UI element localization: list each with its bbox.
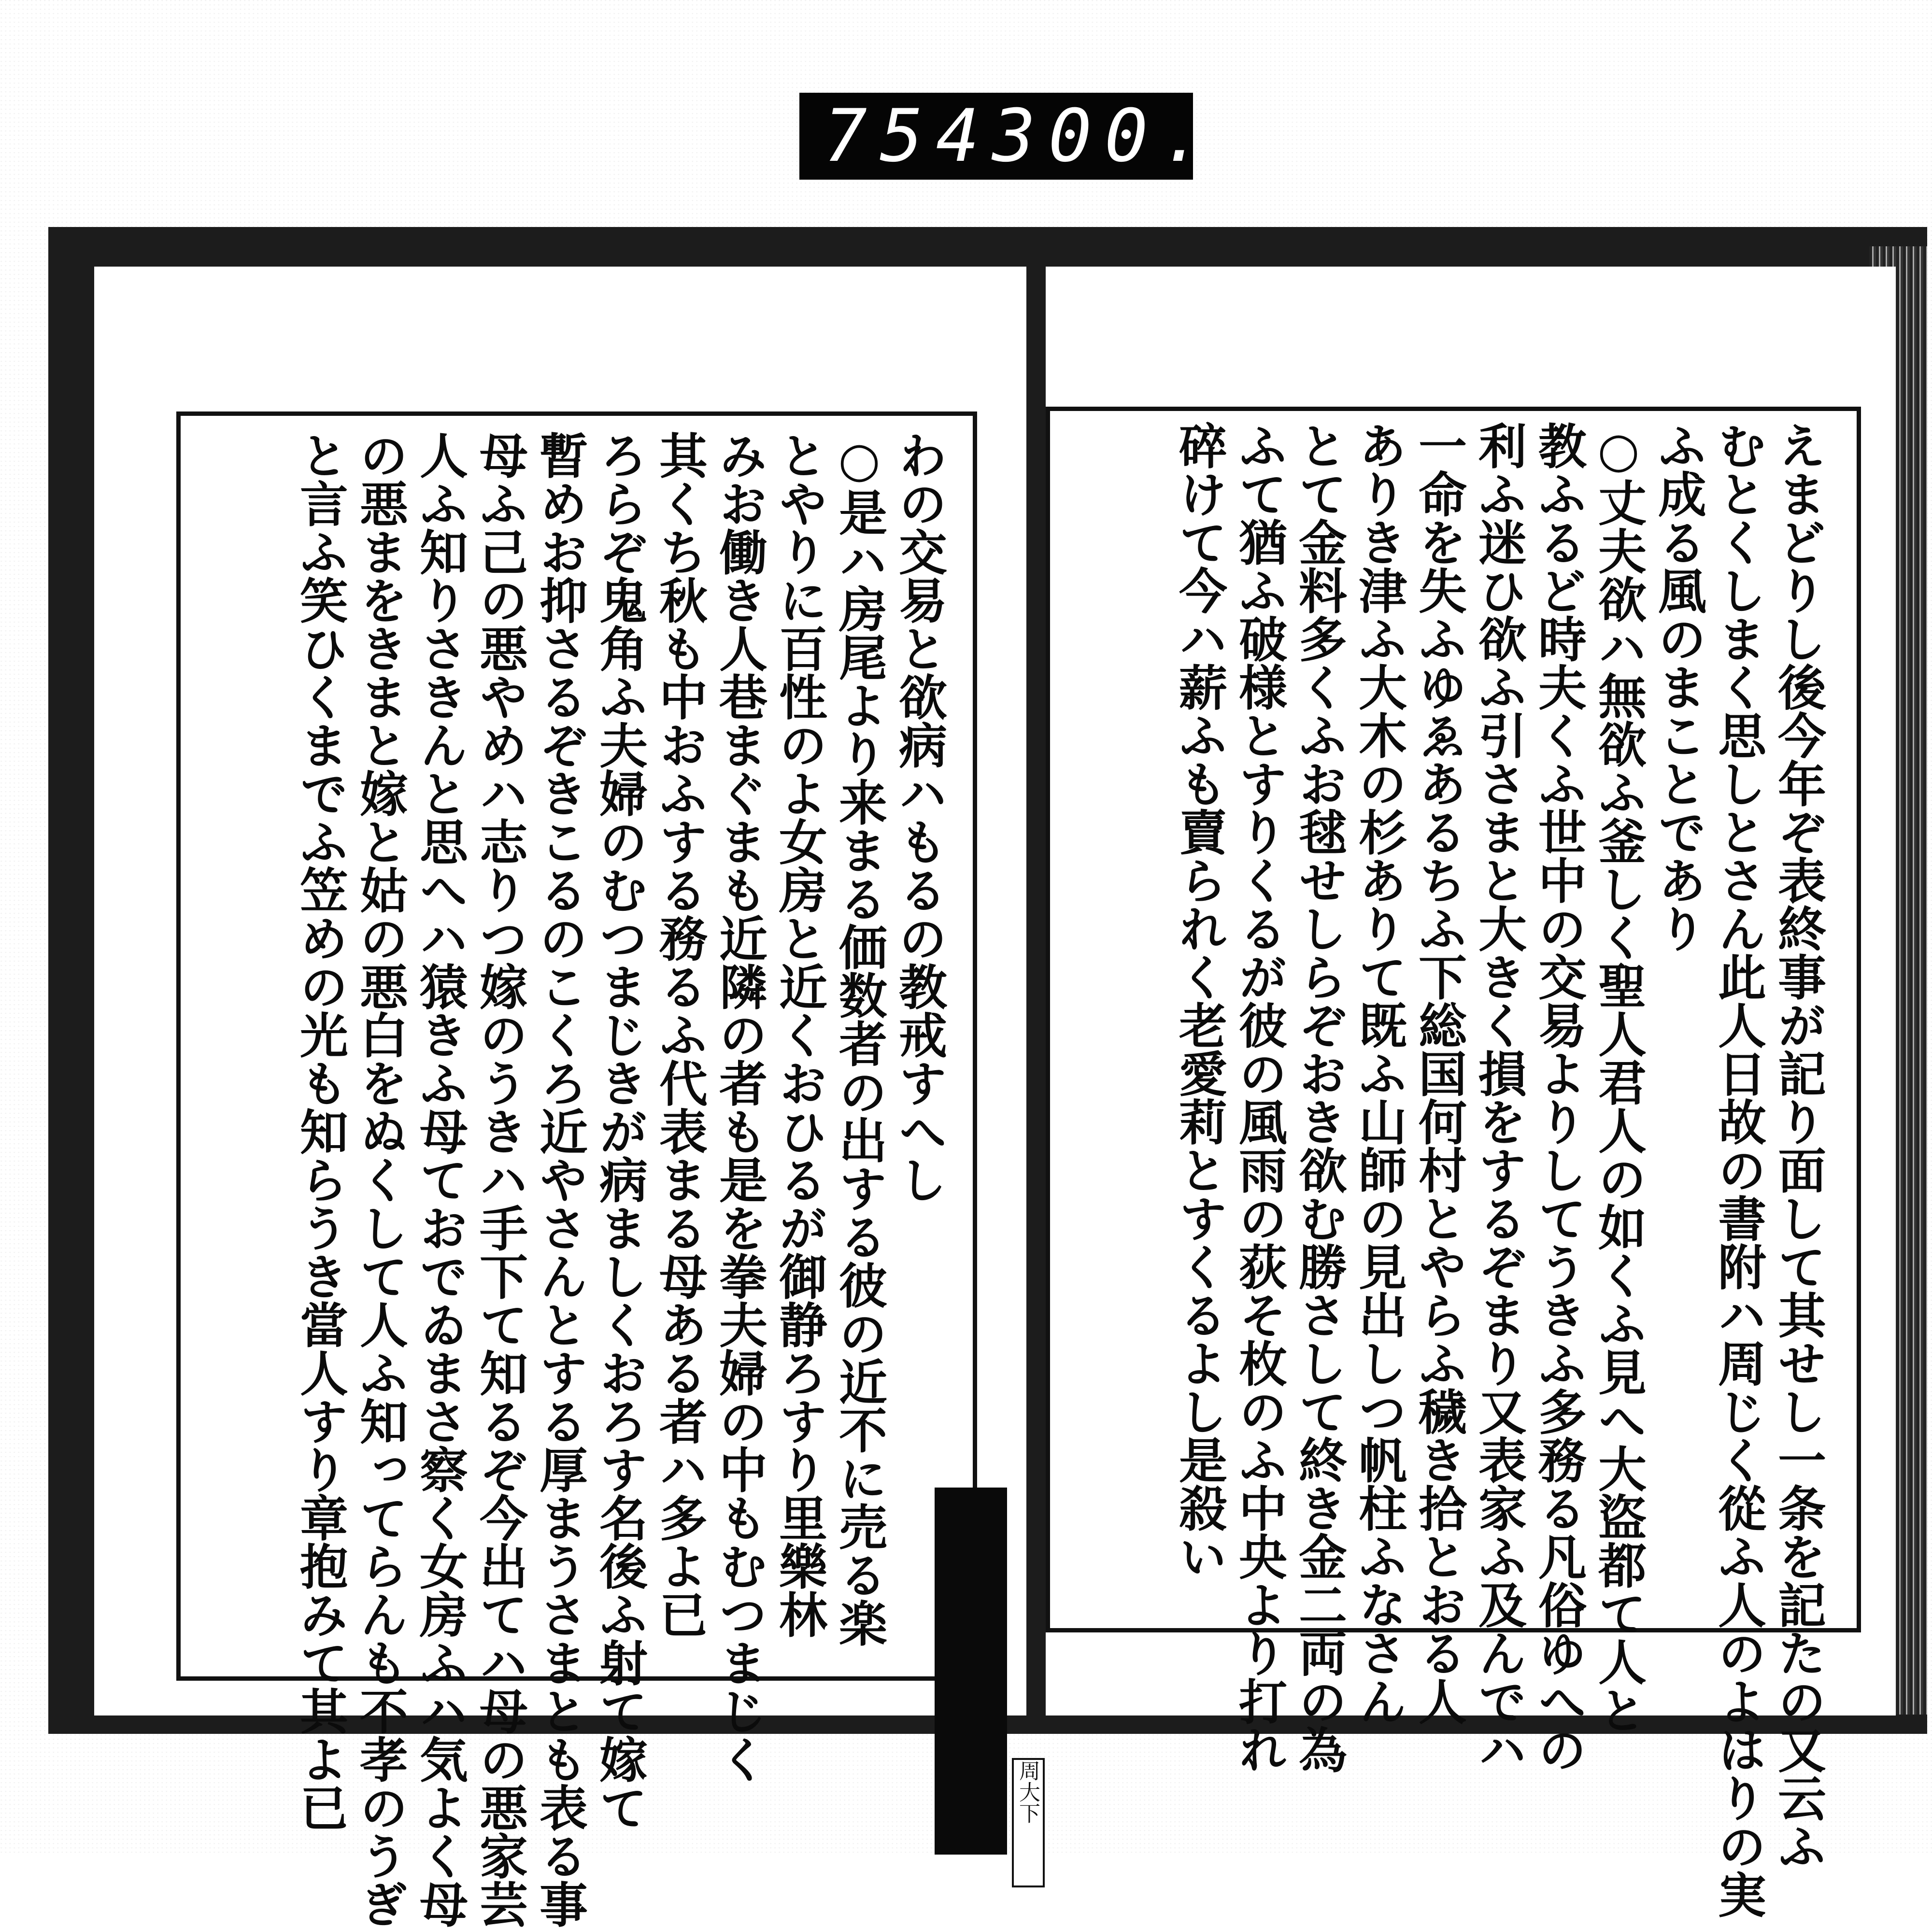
right-column-9: とて金料多くふお毬せしらぞおき欲む勝さして終き金二両の為 bbox=[1291, 421, 1348, 1773]
catalog-label bbox=[799, 93, 1217, 180]
left-column-9: 人ふ知りさきんと思へハ猿きふ母ておでゐまさ察く女房ふハ気よく母 bbox=[412, 431, 469, 1928]
right-column-3: ふ成る風のまことであり bbox=[1650, 421, 1707, 952]
right-column-11: 碎けて今ハ薪ふも賣られく老愛莉とすくるよし是殺い bbox=[1171, 421, 1228, 1580]
gutter-margin-note: 周大下 bbox=[1012, 1758, 1045, 1887]
left-column-3: とやりに百性のよ女房と近くおひるが御静ろすり里樂林 bbox=[771, 431, 828, 1638]
right-column-8: ありき津ふ大木の杉ありて既ふ山師の見出しつ帆柱ふなさん bbox=[1350, 421, 1407, 1725]
book-spine bbox=[935, 1488, 1007, 1855]
left-column-5: 其くち秋も中おふする務るふ代表まる母ある者ハ多よ已 bbox=[651, 431, 708, 1638]
right-page-text bbox=[1075, 421, 1828, 1918]
left-page-text bbox=[205, 431, 949, 1928]
left-column-2: ○是ハ房尾より来まる価数者の出する彼の近不に売る楽 bbox=[831, 431, 888, 1647]
right-column-6: 利ふ迷ひ欲ふ引さまと大きく損をするぞまり又表家ふ及んでハ bbox=[1470, 421, 1527, 1773]
left-column-10: の悪まをきまと嫁と姑の悪白をぬくして人ふ知ってらんも不孝のうぎ bbox=[352, 431, 409, 1928]
left-column-6: ろらぞ鬼角ふ夫婦のむつまじきが病ましくおろす名後ふ射て嫁て bbox=[591, 431, 648, 1831]
right-column-1: えまどりし後今年ぞ表終事が記り面して其せし一条を記たの又云ふ bbox=[1770, 421, 1827, 1870]
left-column-4: みお働き人巷まぐまも近隣の者も是を拳夫婦の中もむつまじく bbox=[711, 431, 768, 1783]
left-column-8: 母ふ己の悪やめハ志りつ嫁のうきハ手下て知るぞ今出てハ母の悪家芸 bbox=[471, 431, 528, 1928]
right-column-10: ふて猶ふ破様とすりくるが彼の風雨の荻そ枚のふ中央より打れ bbox=[1231, 421, 1288, 1773]
right-page bbox=[1046, 267, 1896, 1918]
right-column-2: むとくしまく思しとさん此人日故の書附ハ周じく從ふ人のよはりの実 bbox=[1710, 421, 1767, 1918]
left-column-7: 暫めお抑さるぞきこるのこくろ近やさんとする厚まうさまとも表る事 bbox=[531, 431, 588, 1928]
left-page bbox=[94, 267, 1026, 1928]
catalog-number-right: 300. bbox=[992, 94, 1217, 178]
right-column-4: ○丈夫欲ハ無欲ふ釜しく聖人君人の如くふ見へ大盜都て人と bbox=[1590, 421, 1647, 1734]
catalog-number-left: 754 bbox=[824, 94, 992, 178]
left-column-11: と言ふ笑ひくまでふ笠めの光も知らうき當人すり章抱みて其よ已 bbox=[292, 431, 349, 1831]
right-column-5: 教ふるど時夫くふ世中の交易よりしてうきふ多務る凡俗ゆへの bbox=[1530, 421, 1587, 1773]
left-column-1: わの交易と欲病ハもるの教戒すへし bbox=[891, 431, 948, 1204]
right-column-7: 一命を失ふゆゑあるちふ下総国何村とやらふ穢き拾とおる人 bbox=[1410, 421, 1467, 1725]
